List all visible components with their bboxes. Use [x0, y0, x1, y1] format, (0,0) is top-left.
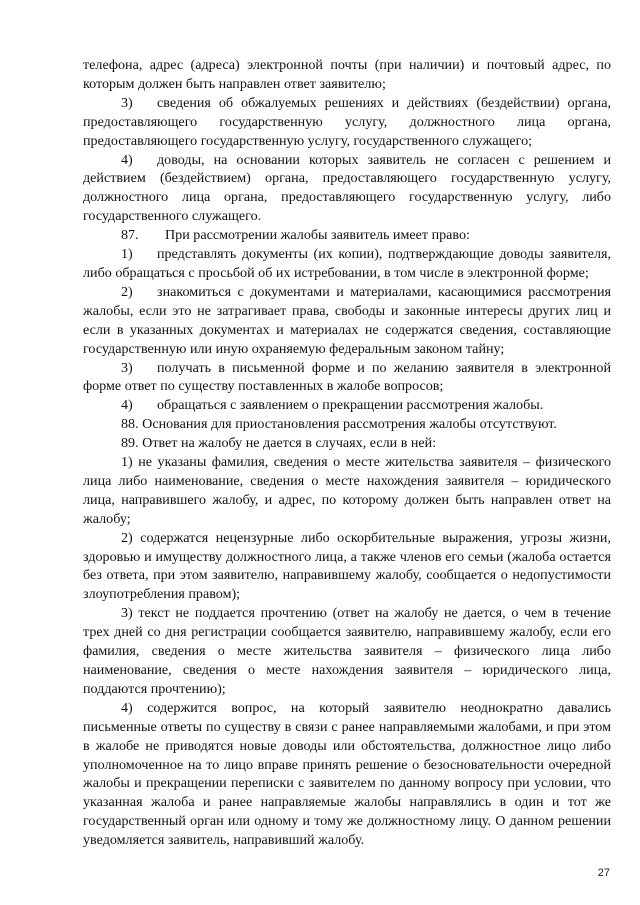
document-body: [83, 56, 611, 850]
clause-87-item-1: 1) представлять документы (их копии), подтверждающие доводы заявителя, либо обращаться с просьбой об их истребовании, в том числе в электронной форме;: [83, 246, 611, 281]
list-item-4: 4) доводы, на основании которых заявитель не согласен с решением и действием (бездействием) органа, предоставляющего государственную услугу, должностного лица органа, предоставляющего государственную услугу, либо государственного служащего.: [83, 151, 611, 225]
clause-87-item-2: 2) знакомиться с документами и материалами, касающимися рассмотрения жалобы, если это не затрагивает права, свободы и законные интересы других лиц и если в указанных документах и материалах не содержатся сведения, составляющие государственную или иную охраняемую федеральным законом тайну;: [83, 283, 611, 357]
clause-89-item-1: 1) не указаны фамилия, сведения о месте жительства заявителя – физического лица либо наименование, сведения о месте нахождения заявителя – юридического лица, направившего жалобу, и адрес, по которому должен быть направлен ответ на жалобу;: [83, 454, 611, 527]
clause-87: 87. При рассмотрении жалобы заявитель имеет право:: [121, 227, 470, 244]
clause-87-item-4: 4) обращаться с заявлением о прекращении рассмотрения жалобы.: [121, 397, 544, 414]
clause-89-item-2: 2) содержатся нецензурные либо оскорбительные выражения, угрозы жизни, здоровью и имуществу должностного лица, а также членов его семьи (жалоба остается без ответа, при этом заявителю, направившему жалобу, сообщается о недопустимости злоупотребления правом);: [83, 529, 611, 603]
page-number: 27: [597, 867, 610, 879]
paragraph-continuation: телефона, адрес (адреса) электронной почты (при наличии) и почтовый адрес, по которым должен быть направлен ответ заявителю;: [83, 57, 611, 92]
list-item-3: 3) сведения об обжалуемых решениях и действиях (бездействии) органа, предоставляющего государственную услугу, должностного лица органа, предоставляющего государственную услугу, государственного служащего;: [83, 94, 611, 149]
clause-87-item-3: 3) получать в письменной форме и по желанию заявителя в электронной форме ответ по существу поставленных в жалобе вопросов;: [83, 359, 611, 395]
clause-89-item-3: 3) текст не поддается прочтению (ответ на жалобу не дается, о чем в течение трех дней со дня регистрации сообщается заявителю, направившему жалобу, если его фамилия, сведения о месте жительства заявителя – физического лица либо наименование, сведения о месте нахождения заявителя – юридического лица, поддаются прочтению);: [83, 605, 611, 697]
clause-89-item-4: 4) содержится вопрос, на который заявителю неоднократно давались письменные ответы по существу в связи с ранее направляемыми жалобами, и при этом в жалобе не приводятся новые доводы или обстоятельства, должностное лицо либо уполномоченное на то лицо вправе принять решение о безосновательности очередной жалобы и прекращении переписки с заявителем по данному вопросу при условии, что указанная жалоба и ранее направляемые жалобы направлялись в один и тот же государственный орган или одному и тому же должностному лицу. О данном решении уведомляется заявитель, направивший жалобу.: [83, 699, 611, 849]
clause-88: 88. Основания для приостановления рассмотрения жалобы отсутствуют.: [121, 416, 557, 433]
clause-89: 89. Ответ на жалобу не дается в случаях, если в ней:: [121, 435, 437, 452]
